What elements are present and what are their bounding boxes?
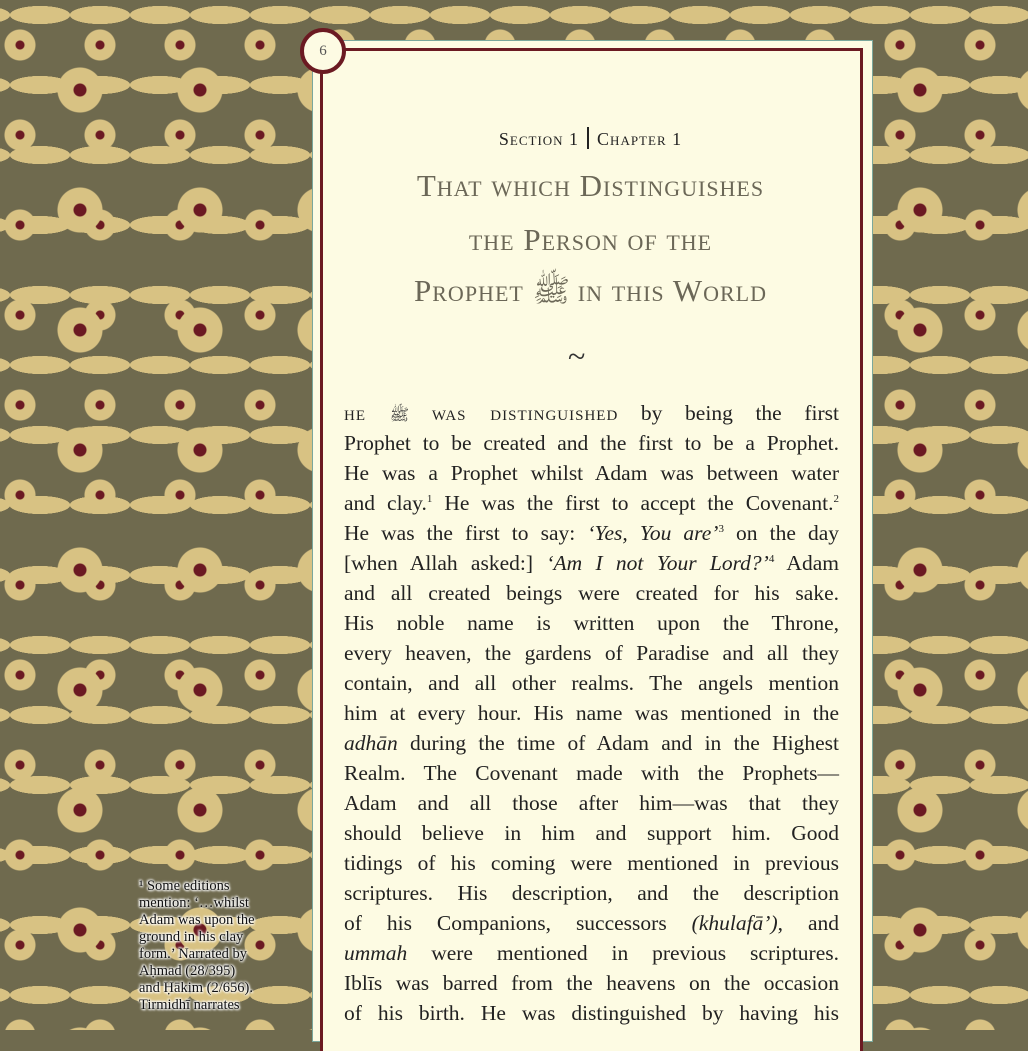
body-line xyxy=(344,848,839,878)
body-line xyxy=(344,698,839,728)
text-segment: and all created beings were created for his sake. xyxy=(344,581,839,605)
text-segment: ‘Am I not Your Lord?’ xyxy=(546,551,769,575)
text-segment: [when Allah asked:] xyxy=(344,551,547,575)
body-line xyxy=(344,518,839,548)
body-line xyxy=(344,458,839,488)
body-text xyxy=(344,398,839,1028)
footnote-line: ground in his clay xyxy=(139,929,244,945)
honorific-glyph: ﷺ xyxy=(389,407,410,424)
footnote-line: ¹ Some editions xyxy=(139,878,230,894)
text-segment: , and xyxy=(777,911,839,935)
text-segment: him at every hour. His name was mentioned in the xyxy=(344,701,839,725)
text-segment: (khulafā’) xyxy=(691,911,778,935)
text-segment: contain, and all other realms. The angels mention xyxy=(344,671,839,695)
body-line xyxy=(344,818,839,848)
body-line xyxy=(344,788,839,818)
footnote-line: Adam was upon the xyxy=(139,912,255,928)
footnote-line: form.’ Narrated by xyxy=(139,946,248,962)
body-line xyxy=(344,668,839,698)
body-line xyxy=(344,728,839,758)
text-segment: by being the first xyxy=(618,401,839,425)
chapter-label: Chapter 1 xyxy=(597,129,683,149)
footnote-ref: 3 xyxy=(718,522,724,535)
text-segment: of his Companions, successors xyxy=(344,911,692,935)
text-segment: Adam and all those after him—was that they xyxy=(344,791,839,815)
page-number-badge: 6 xyxy=(300,28,346,74)
footnote-ref: 4 xyxy=(768,552,775,565)
text-segment: He was the first to say: xyxy=(344,521,588,545)
text-segment: was distinguished xyxy=(409,400,619,425)
footnote-line: Aḥmad (28/395) xyxy=(139,963,236,979)
footnote-line: mention: ‘…whilst xyxy=(139,895,249,911)
text-segment: Adam xyxy=(774,551,839,575)
body-line xyxy=(344,608,839,638)
text-segment: ‘Yes, You are’ xyxy=(587,521,719,545)
body-line xyxy=(344,968,839,998)
footnote-ref: 2 xyxy=(833,492,839,505)
footnote-line: Tirmidhī narrates xyxy=(139,997,240,1013)
text-segment: of his birth. He was distinguished by having his xyxy=(344,1001,839,1025)
text-segment: tidings of his coming were mentioned in previous xyxy=(344,851,839,875)
text-segment: on the day xyxy=(723,521,840,545)
body-line xyxy=(344,998,839,1028)
chapter-title-line-1: That which Distinguishes xyxy=(416,168,765,203)
body-line xyxy=(344,428,839,458)
body-line xyxy=(344,548,839,578)
text-segment: adhān xyxy=(344,731,398,755)
body-line xyxy=(344,938,839,968)
text-segment: He was a Prophet whilst Adam was between water xyxy=(344,461,839,485)
text-segment: Realm. The Covenant made with the Prophets— xyxy=(344,761,839,785)
text-segment: Iblīs was barred from the heavens on the occasion xyxy=(344,971,839,995)
footnote-ref: 1 xyxy=(426,492,433,505)
text-segment: He was the first to accept the Covenant. xyxy=(432,491,834,515)
text-segment: every heaven, the gardens of Paradise and all they xyxy=(344,641,839,665)
body-line xyxy=(344,878,839,908)
chapter-title-line-2: the Person of the xyxy=(468,222,713,257)
text-segment: and clay. xyxy=(344,491,427,515)
text-segment: scriptures. His description, and the description xyxy=(344,881,839,905)
body-line xyxy=(344,758,839,788)
body-line xyxy=(344,578,839,608)
body-line xyxy=(344,908,839,938)
text-segment: were mentioned in previous scriptures. xyxy=(407,941,839,965)
text-segment: should believe in him and support him. Good xyxy=(344,821,839,845)
footnote xyxy=(139,878,255,1014)
ornament-swirl: ~ xyxy=(568,338,586,374)
footnote-line: and Ḥākim (2/656). xyxy=(139,980,253,996)
text-segment: during the time of Adam and in the Highest xyxy=(397,731,839,755)
text-segment: ummah xyxy=(344,941,408,965)
body-line xyxy=(344,398,839,428)
text-segment: he xyxy=(344,400,390,425)
text-segment: Prophet to be created and the first to be a Prophet. xyxy=(344,431,839,455)
body-line xyxy=(344,638,839,668)
body-line xyxy=(344,488,839,518)
chapter-title-line-3: Prophet ﷺ in this World xyxy=(414,273,767,308)
text-segment: His noble name is written upon the Throne, xyxy=(344,611,839,635)
divider xyxy=(587,127,589,149)
section-chapter-header xyxy=(322,127,859,150)
section-label: Section 1 xyxy=(498,129,580,149)
